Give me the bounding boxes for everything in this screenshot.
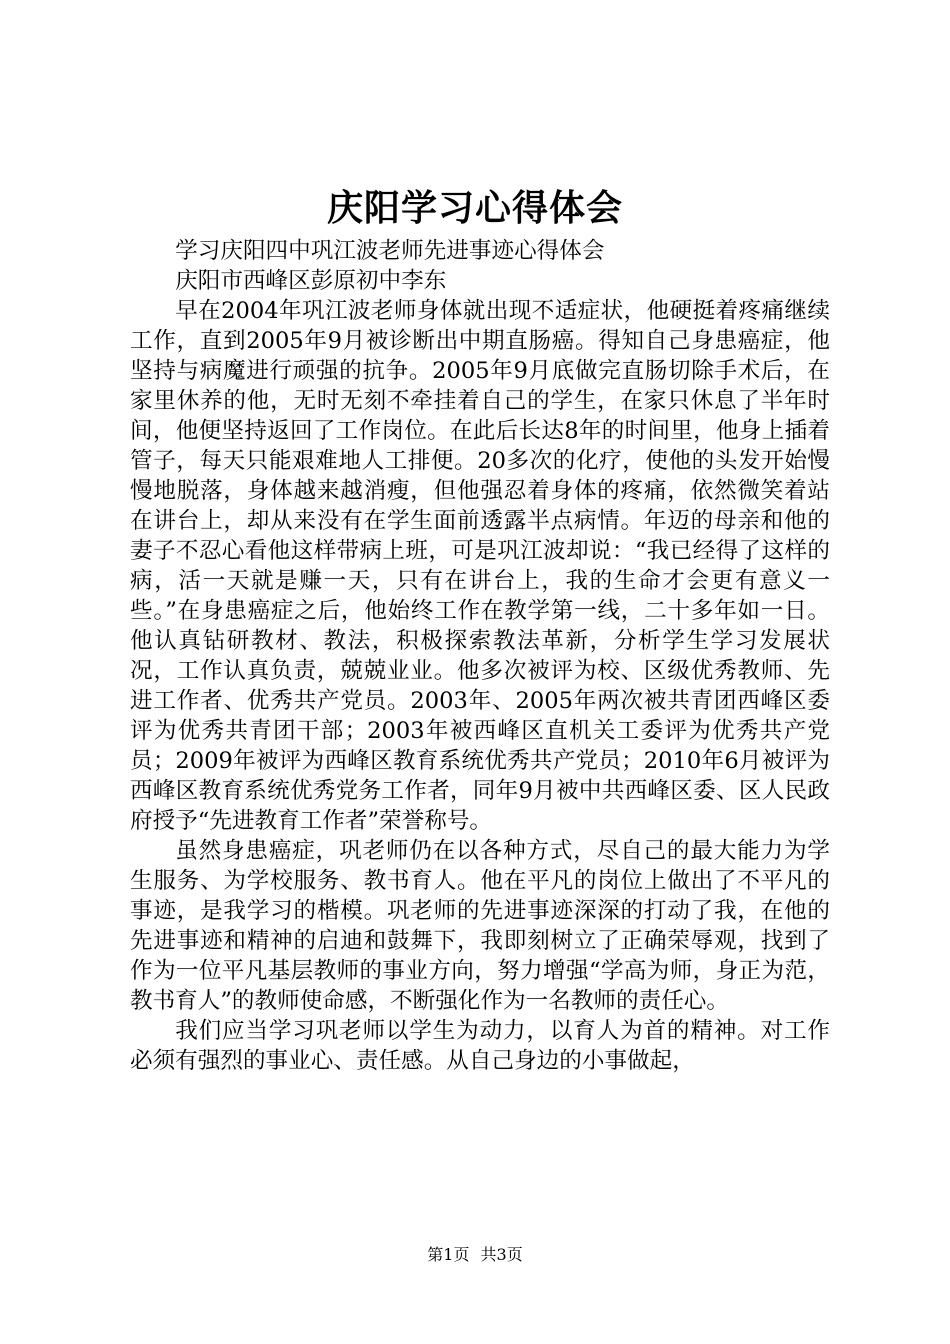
page-number: 第1页 <box>427 1245 470 1264</box>
body-paragraph-3: 我们应当学习巩老师以学生为动力，以育人为首的精神。对工作必须有强烈的事业心、责任感。从自己身边的小事做起， <box>130 1018 830 1074</box>
author-paragraph: 庆阳市西峰区彭原初中李东 <box>175 268 447 294</box>
page-total: 共3页 <box>480 1245 523 1264</box>
document-title: 庆阳学习心得体会 <box>326 187 623 229</box>
body-paragraph-1: 早在2004年巩江波老师身体就出现不适症状，他硬挺着疼痛继续工作，直到2005年9月被诊断出中期直肠癌。得知自己身患癌症，他坚持与病魔进行顽强的抗争。2005年9月底做完直肠切除手术后，在家里休养的他，无时无刻不牵挂着自己的学生，在家只休息了半年时间，他便坚持返回了工作岗位。在此后长达8年的时间里，他身上插着管子，每天只能艰难地人工排便。20多次的化疗，使他的头发开始慢慢地脱落，身体越来越消瘦，但他强忍着身体的疼痛，依然微笑着站在讲台上，却从来没有在学生面前透露半点病情。年迈的母亲和他的妻子不忍心看他这样带病上班，可是巩江波却说：“我已经得了这样的病，活一天就是赚一天，只有在讲台上，我的生命才会更有意义一些。”在身患癌症之后，他始终工作在教学第一线，二十多年如一日。他认真钻研教材、教法，积极探索教法革新，分析学生学习发展状况，工作认真负责，兢兢业业。他多次被评为校、区级优秀教师、先进工作者、优秀共产党员。2003年、2005年两次被共青团西峰区委评为优秀共青团干部；2003年被西峰区直机关工委评为优秀共产党员；2009年被评为西峰区教育系统优秀共产党员；2010年6月被评为西峰区教育系统优秀党务工作者，同年9月被中共西峰区委、区人民政府授予“先进教育工作者”荣誉称号。 <box>130 298 830 834</box>
body-paragraph-2: 虽然身患癌症，巩老师仍在以各种方式，尽自己的最大能力为学生服务、为学校服务、教书育人。他在平凡的岗位上做出了不平凡的事迹，是我学习的楷模。巩老师的先进事迹深深的打动了我，在他的先进事迹和精神的启迪和鼓舞下，我即刻树立了正确荣辱观，找到了作为一位平凡基层教师的事业方向，努力增强“学高为师，身正为范，教书育人”的教师使命感，不断强化作为一名教师的责任心。 <box>130 838 830 1014</box>
document-body <box>130 236 830 1076</box>
page-footer <box>0 1244 950 1266</box>
subtitle-paragraph: 学习庆阳四中巩江波老师先进事迹心得体会 <box>175 238 605 264</box>
